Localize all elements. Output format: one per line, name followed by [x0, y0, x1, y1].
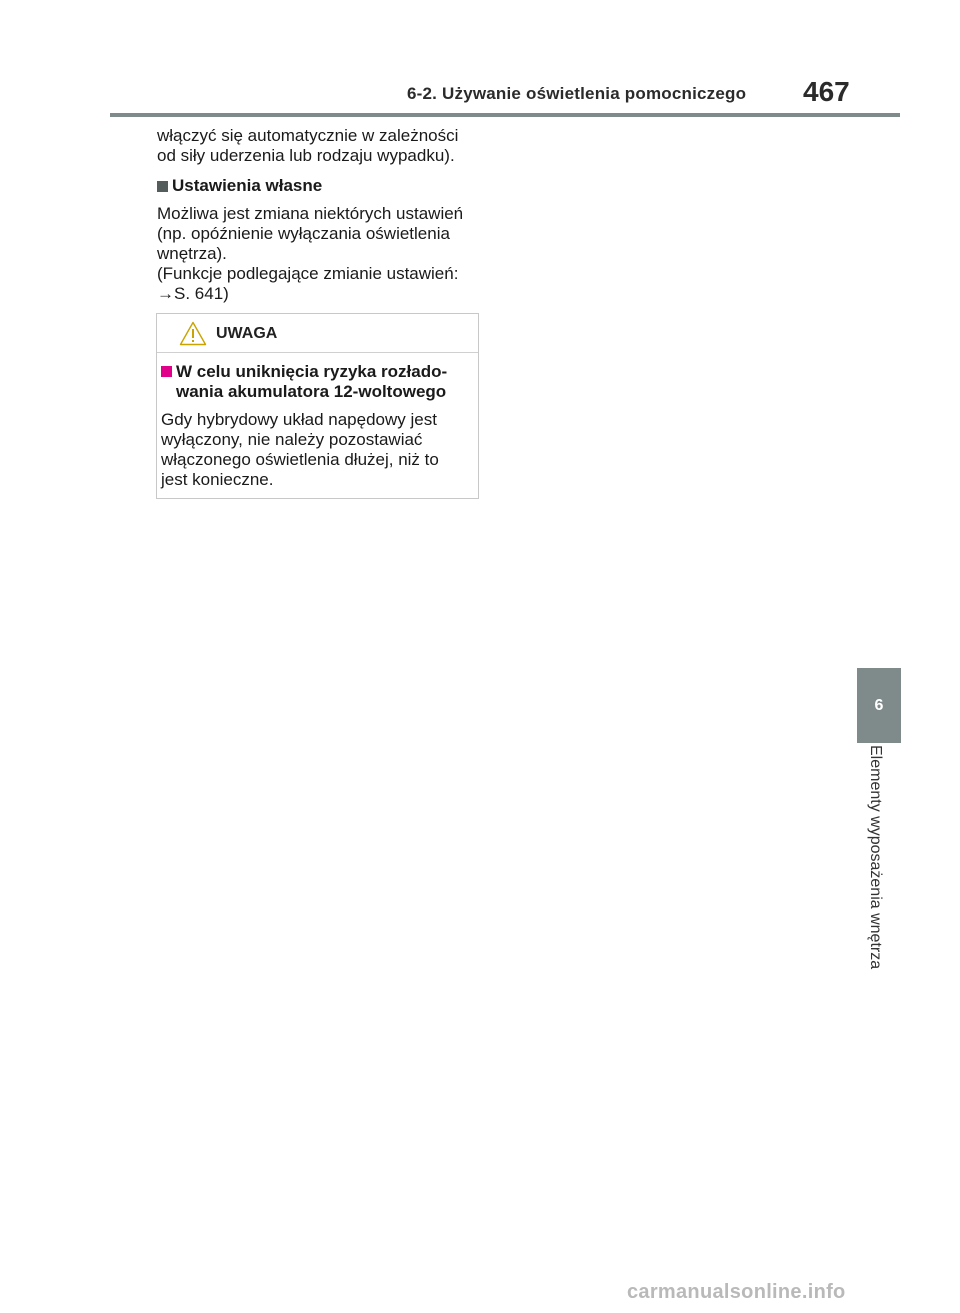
- page-number: 467: [803, 76, 850, 107]
- warning-triangle-icon: [179, 321, 207, 346]
- custom-settings-line: Możliwa jest zmiana niektórych ustawień: [157, 204, 464, 223]
- chapter-tab[interactable]: [857, 668, 901, 743]
- custom-settings-heading: [157, 176, 481, 196]
- chapter-number: 6: [874, 696, 884, 714]
- caution-text: [161, 410, 474, 490]
- caution-subheading-line: W celu uniknięcia ryzyka rozłado-: [176, 362, 448, 381]
- chapter-title: Elementy wyposażenia wnętrza: [867, 745, 884, 970]
- caution-header: [157, 314, 478, 353]
- custom-settings-heading-text: Ustawienia własne: [172, 176, 323, 195]
- caution-line: jest konieczne.: [161, 470, 274, 489]
- watermark: carmanualsonline.info: [627, 1281, 846, 1303]
- custom-settings-line: wnętrza).: [157, 244, 227, 263]
- caution-subheading: [161, 362, 474, 402]
- caution-title: UWAGA: [216, 325, 278, 342]
- caution-body: [157, 353, 478, 490]
- intro-line: od siły uderzenia lub rodzaju wypadku).: [157, 146, 455, 165]
- custom-settings-paragraph: [157, 204, 481, 304]
- custom-settings-line: (np. opóźnienie wyłączania oświetlenia: [157, 224, 450, 243]
- section-title: 6-2. Używanie oświetlenia pomocniczego: [407, 84, 747, 103]
- bullet-square-icon: [161, 366, 172, 377]
- caution-line: włączonego oświetlenia dłużej, niż to: [161, 450, 439, 469]
- caution-line: wyłączony, nie należy pozostawiać: [161, 430, 423, 449]
- header-divider: [110, 113, 900, 117]
- intro-line: włączyć się automatycznie w zależności: [157, 126, 459, 145]
- caution-line: Gdy hybrydowy układ napędowy jest: [161, 410, 437, 429]
- caution-subheading-text: [176, 362, 447, 402]
- main-column: [157, 126, 481, 304]
- intro-paragraph: [157, 126, 481, 166]
- custom-settings-line: (Funkcje podlegające zmianie ustawień:: [157, 264, 459, 283]
- page-reference-link[interactable]: →S. 641): [157, 284, 229, 303]
- caution-subheading-line: wania akumulatora 12-woltowego: [176, 382, 447, 401]
- caution-box: [156, 313, 479, 499]
- bullet-square-icon: [157, 181, 168, 192]
